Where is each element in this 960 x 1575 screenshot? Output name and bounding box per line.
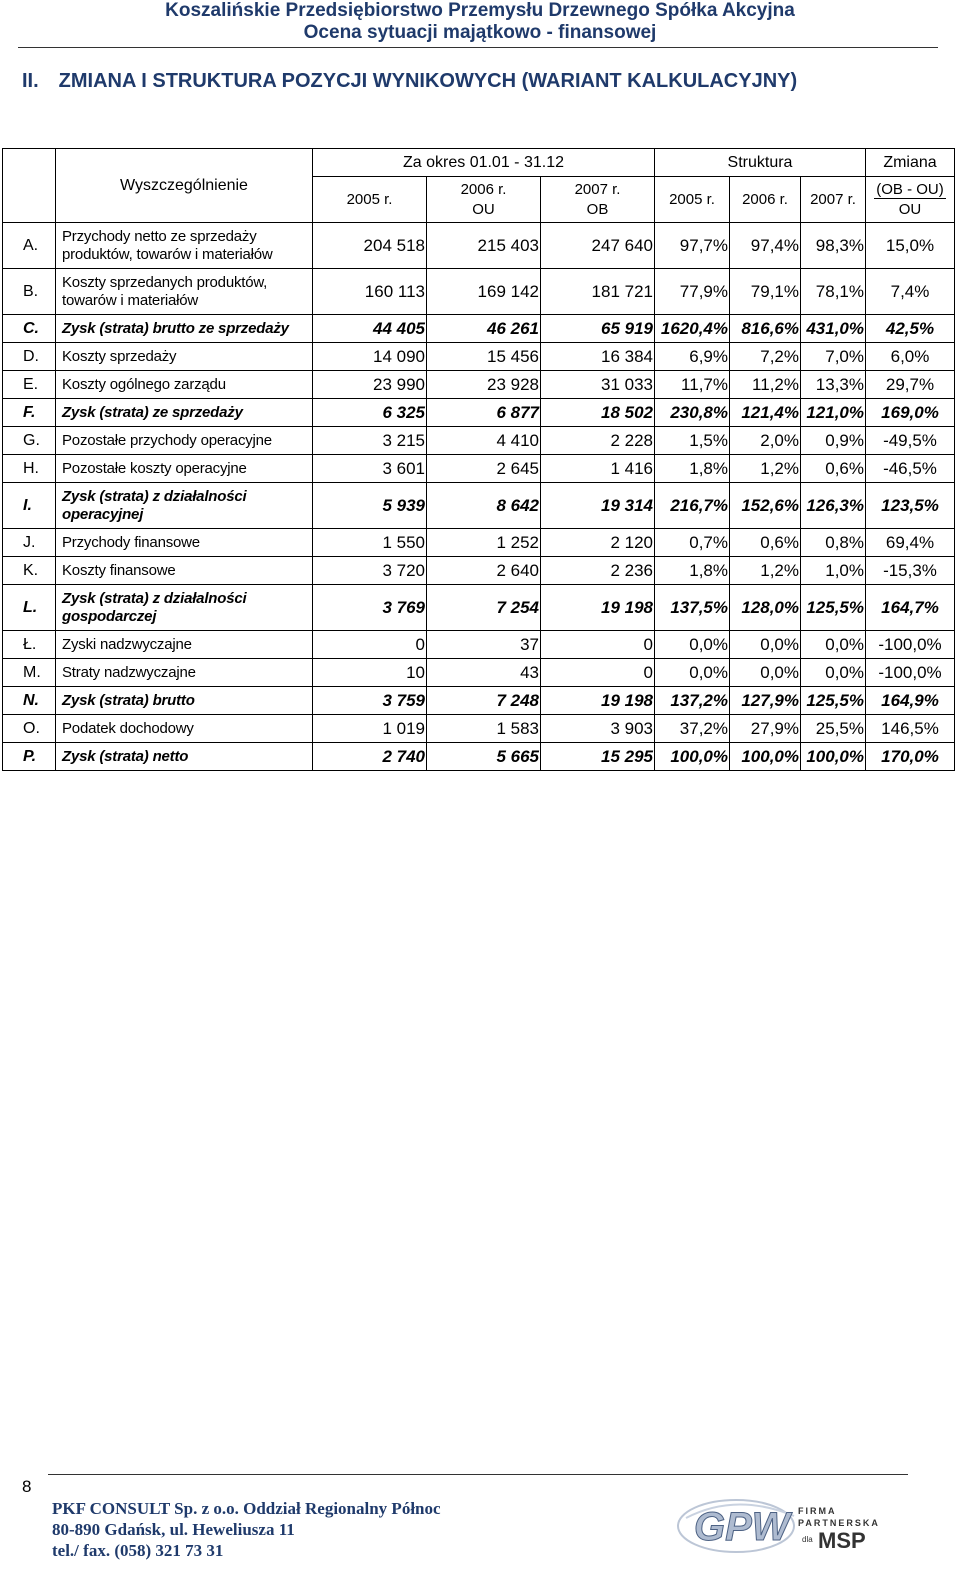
- value-2007: 3 903: [541, 715, 655, 743]
- row-id: Ł.: [3, 631, 56, 659]
- structure-2007: 0,0%: [801, 631, 866, 659]
- change-value: 170,0%: [866, 743, 955, 771]
- row-label: Zysk (strata) netto: [56, 743, 313, 771]
- row-label: Podatek dochodowy: [56, 715, 313, 743]
- row-label: Przychody netto ze sprzedaży produktów, towarów i materiałów: [56, 223, 313, 269]
- page-number: 8: [22, 1477, 32, 1496]
- structure-2006: 0,0%: [730, 659, 801, 687]
- value-2006: 23 928: [427, 371, 541, 399]
- row-id: K.: [3, 557, 56, 585]
- table-row: [3, 585, 955, 631]
- structure-2006: 2,0%: [730, 427, 801, 455]
- footer-divider: [48, 1474, 908, 1475]
- value-2005: 14 090: [313, 343, 427, 371]
- structure-2006: 27,9%: [730, 715, 801, 743]
- value-2007: 19 314: [541, 483, 655, 529]
- logo-gpw-text: GPW: [694, 1505, 790, 1549]
- value-2006: 8 642: [427, 483, 541, 529]
- header-change-formula-bottom: OU: [898, 200, 922, 218]
- change-value: 42,5%: [866, 315, 955, 343]
- value-2005: 44 405: [313, 315, 427, 343]
- value-2006: 15 456: [427, 343, 541, 371]
- value-2005: 0: [313, 631, 427, 659]
- structure-2006: 128,0%: [730, 585, 801, 631]
- table-row: [3, 557, 955, 585]
- value-2006: 169 142: [427, 269, 541, 315]
- row-id: B.: [3, 269, 56, 315]
- company-name: Koszalińskie Przedsiębiorstwo Przemysłu Drzewnego Spółka Akcyjna: [165, 0, 795, 21]
- header-description: Wyszczególnienie: [56, 149, 313, 223]
- value-2005: 160 113: [313, 269, 427, 315]
- value-2005: 10: [313, 659, 427, 687]
- row-label: Zysk (strata) z działalności operacyjnej: [56, 483, 313, 529]
- value-2007: 19 198: [541, 585, 655, 631]
- value-2007: 65 919: [541, 315, 655, 343]
- value-2005: 3 601: [313, 455, 427, 483]
- value-2006: 1 583: [427, 715, 541, 743]
- structure-2006: 7,2%: [730, 343, 801, 371]
- change-value: -46,5%: [866, 455, 955, 483]
- logo-caption-dla: dla: [802, 1535, 813, 1544]
- value-2007: 1 416: [541, 455, 655, 483]
- structure-2005: 11,7%: [655, 371, 730, 399]
- structure-2005: 0,0%: [655, 631, 730, 659]
- value-2006: 7 248: [427, 687, 541, 715]
- row-label: Pozostałe przychody operacyjne: [56, 427, 313, 455]
- header-year-2007: [541, 177, 655, 223]
- table-row: [3, 715, 955, 743]
- structure-2005: 1,5%: [655, 427, 730, 455]
- table-row: [3, 483, 955, 529]
- table-row: [3, 399, 955, 427]
- header-year-2005: 2005 r.: [313, 177, 427, 223]
- row-id: L.: [3, 585, 56, 631]
- structure-2007: 1,0%: [801, 557, 866, 585]
- change-value: 169,0%: [866, 399, 955, 427]
- value-2005: 2 740: [313, 743, 427, 771]
- structure-2005: 216,7%: [655, 483, 730, 529]
- row-id: G.: [3, 427, 56, 455]
- structure-2006: 100,0%: [730, 743, 801, 771]
- structure-2006: 79,1%: [730, 269, 801, 315]
- structure-2007: 98,3%: [801, 223, 866, 269]
- document-subtitle: Ocena sytuacji majątkowo - finansowej: [303, 22, 657, 43]
- header-year-2006-label: 2006 r.: [460, 180, 507, 198]
- row-id: A.: [3, 223, 56, 269]
- value-2005: 3 215: [313, 427, 427, 455]
- structure-2005: 6,9%: [655, 343, 730, 371]
- change-value: 7,4%: [866, 269, 955, 315]
- structure-2007: 431,0%: [801, 315, 866, 343]
- header-change: Zmiana: [866, 149, 955, 177]
- row-id: F.: [3, 399, 56, 427]
- table-row: [3, 371, 955, 399]
- logo-caption-firma: FIRMA: [798, 1506, 837, 1516]
- header-structure-2007: 2007 r.: [801, 177, 866, 223]
- value-2005: 3 759: [313, 687, 427, 715]
- structure-2007: 125,5%: [801, 687, 866, 715]
- table-row: [3, 455, 955, 483]
- table-row: [3, 529, 955, 557]
- value-2007: 2 236: [541, 557, 655, 585]
- structure-2006: 97,4%: [730, 223, 801, 269]
- structure-2006: 0,0%: [730, 631, 801, 659]
- table-row: [3, 343, 955, 371]
- row-id: E.: [3, 371, 56, 399]
- structure-2005: 137,5%: [655, 585, 730, 631]
- value-2007: 247 640: [541, 223, 655, 269]
- row-label: Straty nadzwyczajne: [56, 659, 313, 687]
- header-year-2007-sub: OB: [586, 200, 609, 218]
- value-2006: 37: [427, 631, 541, 659]
- structure-2006: 0,6%: [730, 529, 801, 557]
- structure-2005: 1,8%: [655, 557, 730, 585]
- structure-2005: 77,9%: [655, 269, 730, 315]
- value-2006: 2 645: [427, 455, 541, 483]
- table-row: [3, 223, 955, 269]
- header-id-cell: [3, 149, 56, 223]
- table-row: [3, 315, 955, 343]
- row-label: Zysk (strata) brutto: [56, 687, 313, 715]
- header-structure-2005: 2005 r.: [655, 177, 730, 223]
- value-2007: 19 198: [541, 687, 655, 715]
- change-value: 69,4%: [866, 529, 955, 557]
- value-2006: 5 665: [427, 743, 541, 771]
- change-value: -49,5%: [866, 427, 955, 455]
- change-value: 29,7%: [866, 371, 955, 399]
- value-2005: 5 939: [313, 483, 427, 529]
- value-2005: 204 518: [313, 223, 427, 269]
- change-value: -100,0%: [866, 631, 955, 659]
- structure-2006: 1,2%: [730, 557, 801, 585]
- header-divider: [18, 47, 938, 48]
- structure-2006: 127,9%: [730, 687, 801, 715]
- structure-2006: 1,2%: [730, 455, 801, 483]
- section-title: [22, 70, 817, 93]
- change-value: -15,3%: [866, 557, 955, 585]
- value-2006: 46 261: [427, 315, 541, 343]
- structure-2007: 100,0%: [801, 743, 866, 771]
- header-year-2006: [427, 177, 541, 223]
- structure-2007: 0,6%: [801, 455, 866, 483]
- section-title-text: ZMIANA I STRUKTURA POZYCJI WYNIKOWYCH (WARIANT KALKULACYJNY): [58, 70, 798, 92]
- value-2006: 4 410: [427, 427, 541, 455]
- structure-2005: 37,2%: [655, 715, 730, 743]
- header-change-formula-top: (OB - OU): [876, 180, 944, 198]
- structure-2005: 1620,4%: [655, 315, 730, 343]
- row-id: J.: [3, 529, 56, 557]
- value-2005: 23 990: [313, 371, 427, 399]
- value-2007: 16 384: [541, 343, 655, 371]
- row-id: C.: [3, 315, 56, 343]
- value-2005: 3 769: [313, 585, 427, 631]
- row-label: Koszty finansowe: [56, 557, 313, 585]
- structure-2007: 0,8%: [801, 529, 866, 557]
- structure-2007: 121,0%: [801, 399, 866, 427]
- footer-address: 80-890 Gdańsk, ul. Heweliusza 11: [52, 1520, 295, 1539]
- value-2005: 1 550: [313, 529, 427, 557]
- value-2007: 181 721: [541, 269, 655, 315]
- structure-2007: 0,0%: [801, 659, 866, 687]
- row-label: Pozostałe koszty operacyjne: [56, 455, 313, 483]
- structure-2005: 230,8%: [655, 399, 730, 427]
- row-label: Koszty sprzedanych produktów, towarów i materiałów: [56, 269, 313, 315]
- header-year-2007-label: 2007 r.: [574, 180, 621, 198]
- table-row: [3, 427, 955, 455]
- logo-caption-msp: MSP: [818, 1528, 866, 1553]
- row-label: Koszty ogólnego zarządu: [56, 371, 313, 399]
- value-2006: 2 640: [427, 557, 541, 585]
- income-statement-table: [2, 148, 955, 771]
- footer-company: PKF CONSULT Sp. z o.o. Oddział Regionalny Północ: [52, 1499, 441, 1518]
- table-row: [3, 687, 955, 715]
- row-id: I.: [3, 483, 56, 529]
- value-2007: 18 502: [541, 399, 655, 427]
- change-value: 15,0%: [866, 223, 955, 269]
- structure-2006: 152,6%: [730, 483, 801, 529]
- structure-2005: 0,7%: [655, 529, 730, 557]
- structure-2007: 0,9%: [801, 427, 866, 455]
- structure-2006: 11,2%: [730, 371, 801, 399]
- header-change-formula: [866, 177, 955, 223]
- header-year-2006-sub: OU: [472, 200, 495, 218]
- row-label: Zysk (strata) ze sprzedaży: [56, 399, 313, 427]
- row-id: P.: [3, 743, 56, 771]
- structure-2007: 7,0%: [801, 343, 866, 371]
- value-2007: 2 120: [541, 529, 655, 557]
- row-id: O.: [3, 715, 56, 743]
- table-row: [3, 743, 955, 771]
- value-2005: 6 325: [313, 399, 427, 427]
- structure-2007: 13,3%: [801, 371, 866, 399]
- footer-phone: tel./ fax. (058) 321 73 31: [52, 1541, 224, 1560]
- row-label: Koszty sprzedaży: [56, 343, 313, 371]
- structure-2007: 78,1%: [801, 269, 866, 315]
- structure-2005: 0,0%: [655, 659, 730, 687]
- table-row: [3, 269, 955, 315]
- change-value: 146,5%: [866, 715, 955, 743]
- row-label: Zysk (strata) brutto ze sprzedaży: [56, 315, 313, 343]
- value-2007: 0: [541, 631, 655, 659]
- value-2007: 15 295: [541, 743, 655, 771]
- value-2005: 1 019: [313, 715, 427, 743]
- structure-2007: 125,5%: [801, 585, 866, 631]
- row-id: N.: [3, 687, 56, 715]
- header-structure: Struktura: [655, 149, 866, 177]
- change-value: 164,7%: [866, 585, 955, 631]
- row-id: M.: [3, 659, 56, 687]
- section-number: II.: [22, 70, 39, 92]
- change-value: -100,0%: [866, 659, 955, 687]
- row-label: Zysk (strata) z działalności gospodarczej: [56, 585, 313, 631]
- row-label: Zyski nadzwyczajne: [56, 631, 313, 659]
- structure-2005: 97,7%: [655, 223, 730, 269]
- row-id: H.: [3, 455, 56, 483]
- row-label: Przychody finansowe: [56, 529, 313, 557]
- row-id: D.: [3, 343, 56, 371]
- structure-2005: 1,8%: [655, 455, 730, 483]
- structure-2007: 126,3%: [801, 483, 866, 529]
- value-2006: 6 877: [427, 399, 541, 427]
- value-2007: 0: [541, 659, 655, 687]
- structure-2006: 816,6%: [730, 315, 801, 343]
- table-row: [3, 631, 955, 659]
- change-value: 6,0%: [866, 343, 955, 371]
- value-2006: 1 252: [427, 529, 541, 557]
- value-2007: 31 033: [541, 371, 655, 399]
- gpw-msp-logo: [676, 1488, 896, 1558]
- structure-2007: 25,5%: [801, 715, 866, 743]
- header-period: Za okres 01.01 - 31.12: [313, 149, 655, 177]
- header-structure-2006: 2006 r.: [730, 177, 801, 223]
- change-value: 123,5%: [866, 483, 955, 529]
- value-2006: 215 403: [427, 223, 541, 269]
- structure-2005: 137,2%: [655, 687, 730, 715]
- change-value: 164,9%: [866, 687, 955, 715]
- structure-2006: 121,4%: [730, 399, 801, 427]
- structure-2005: 100,0%: [655, 743, 730, 771]
- value-2006: 43: [427, 659, 541, 687]
- value-2006: 7 254: [427, 585, 541, 631]
- logo-caption-partnerska: PARTNERSKA: [798, 1518, 880, 1528]
- value-2005: 3 720: [313, 557, 427, 585]
- table-row: [3, 659, 955, 687]
- value-2007: 2 228: [541, 427, 655, 455]
